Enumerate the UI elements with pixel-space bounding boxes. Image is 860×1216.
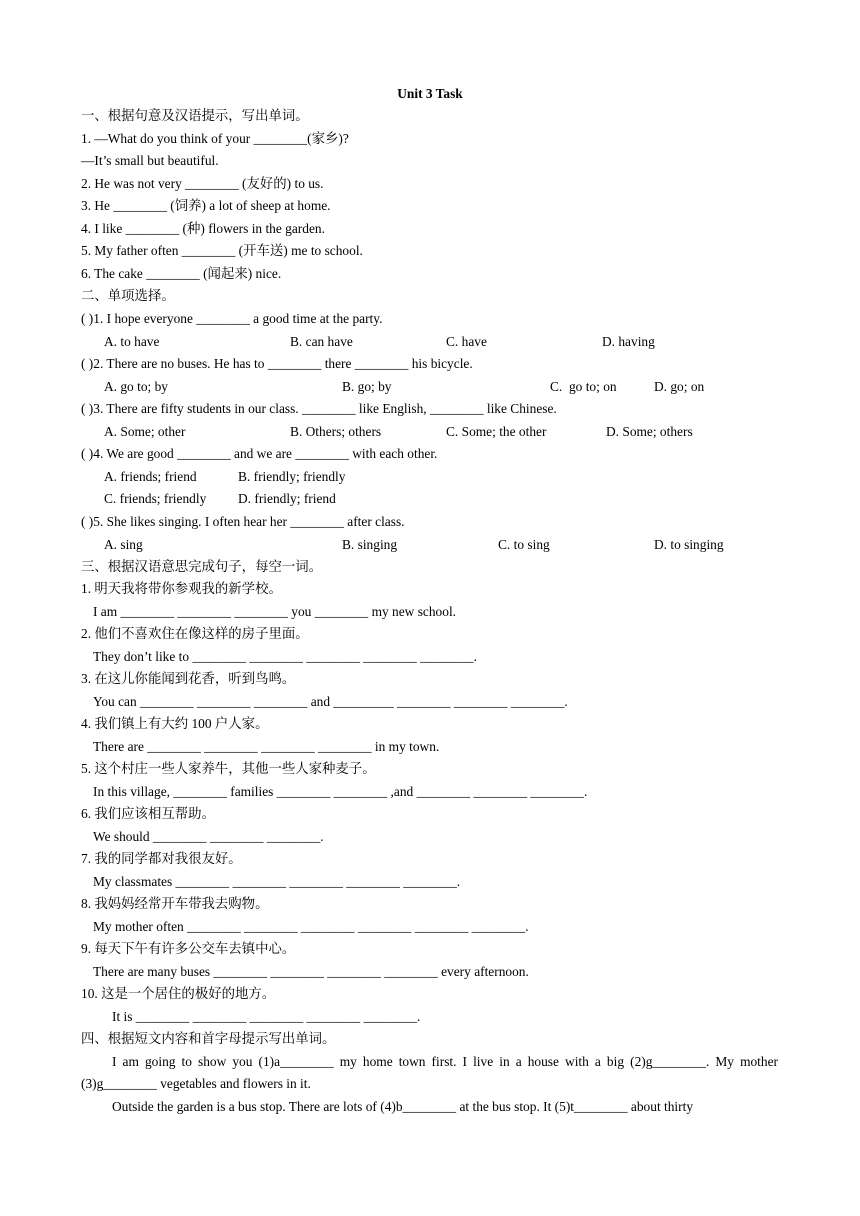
s3-item-3-english: You can ________ ________ ________ and _________ ________ ________ ________. — [93, 694, 568, 709]
s2-q1-option-d: D. having — [602, 334, 655, 349]
s2-q3-option-c: C. Some; the other — [446, 424, 547, 439]
s2-q4-option-a: A. friends; friend — [104, 469, 197, 484]
s2-q5-option-d: D. to singing — [654, 537, 724, 552]
s2-q3-option-d: D. Some; others — [606, 424, 693, 439]
s3-item-10-english: It is ________ ________ ________ ________ ________. — [112, 1009, 421, 1024]
s2-q3-option-a: A. Some; other — [104, 424, 186, 439]
s1-line-7: 6. The cake ________ (闻起来) nice. — [81, 266, 282, 281]
s2-q1-option-a: A. to have — [104, 334, 160, 349]
s2-question-4: ( )4. We are good ________ and we are ________ with each other. — [81, 446, 438, 461]
s3-item-9-chinese: 9. 每天下午有许多公交车去镇中心。 — [81, 941, 296, 956]
s2-q4-option-b: B. friendly; friendly — [238, 469, 346, 484]
s2-q2-option-d: D. go; on — [654, 379, 705, 394]
s2-question-5: ( )5. She likes singing. I often hear her ________ after class. — [81, 514, 405, 529]
s3-item-1-chinese: 1. 明天我将带你参观我的新学校。 — [81, 581, 282, 596]
s2-q2-option-b: B. go; by — [342, 379, 392, 394]
s2-q3-option-b: B. Others; others — [290, 424, 382, 439]
s2-q2-option-c: C. go to; on — [550, 379, 617, 394]
s2-q1-option-c: C. have — [446, 334, 487, 349]
s3-item-10-chinese: 10. 这是一个居住的极好的地方。 — [81, 986, 276, 1001]
s3-item-7-chinese: 7. 我的同学都对我很友好。 — [81, 851, 242, 866]
section-1-heading: 一、根据句意及汉语提示，写出单词。 — [81, 108, 309, 123]
section-2-heading: 二、单项选择。 — [81, 288, 175, 303]
s2-q4-option-d: D. friendly; friend — [238, 491, 336, 506]
s1-line-1: 1. —What do you think of your ________(家乡)? — [81, 131, 349, 146]
s3-item-8-chinese: 8. 我妈妈经常开车带我去购物。 — [81, 896, 269, 911]
s3-item-6-chinese: 6. 我们应该相互帮助。 — [81, 806, 215, 821]
s4-paragraph-1: I am going to show you (1)a________ my home town first. I live in a house with a big (2)g________. My mother (3)g________ vegetables and flowers in it. — [81, 1054, 778, 1092]
s3-item-2-english: They don’t like to ________ ________ ________ ________ ________. — [93, 649, 477, 664]
s2-question-2: ( )2. There are no buses. He has to ________ there ________ his bicycle. — [81, 356, 473, 371]
s1-line-3: 2. He was not very ________ (友好的) to us. — [81, 176, 324, 191]
s3-item-3-chinese: 3. 在这儿你能闻到花香，听到鸟鸣。 — [81, 671, 296, 686]
s2-question-3: ( )3. There are fifty students in our class. ________ like English, ________ like Chinese. — [81, 401, 557, 416]
s1-line-2: —It’s small but beautiful. — [81, 153, 219, 168]
s2-q5-option-c: C. to sing — [498, 537, 550, 552]
s3-item-6-english: We should ________ ________ ________. — [93, 829, 324, 844]
s3-item-5-chinese: 5. 这个村庄一些人家养牛，其他一些人家种麦子。 — [81, 761, 376, 776]
s3-item-5-english: In this village, ________ families ________ ________ ,and ________ ________ ________. — [93, 784, 588, 799]
s3-item-4-english: There are ________ ________ ________ ________ in my town. — [93, 739, 440, 754]
s3-item-2-chinese: 2. 他们不喜欢住在像这样的房子里面。 — [81, 626, 309, 641]
s3-item-4-chinese: 4. 我们镇上有大约 100 户人家。 — [81, 716, 269, 731]
s1-line-4: 3. He ________ (饲养) a lot of sheep at home. — [81, 198, 331, 213]
s1-line-6: 5. My father often ________ (开车送) me to school. — [81, 243, 363, 258]
s3-item-9-english: There are many buses ________ ________ ________ ________ every afternoon. — [93, 964, 529, 979]
page-title: Unit 3 Task — [397, 86, 463, 101]
s2-q5-option-a: A. sing — [104, 537, 143, 552]
s1-line-5: 4. I like ________ (种) flowers in the garden. — [81, 221, 325, 236]
s4-paragraph-2: Outside the garden is a bus stop. There are lots of (4)b________ at the bus stop. It (5)t________ about thirty — [112, 1099, 694, 1114]
s3-item-8-english: My mother often ________ ________ ________ ________ ________ ________. — [93, 919, 529, 934]
section-4-heading: 四、根据短文内容和首字母提示写出单词。 — [81, 1031, 336, 1046]
s2-q4-option-c: C. friends; friendly — [104, 491, 207, 506]
s2-question-1: ( )1. I hope everyone ________ a good time at the party. — [81, 311, 383, 326]
s2-q2-option-a: A. go to; by — [104, 379, 168, 394]
section-3-heading: 三、根据汉语意思完成句子，每空一词。 — [81, 559, 323, 574]
s3-item-1-english: I am ________ ________ ________ you ________ my new school. — [93, 604, 457, 619]
s2-q5-option-b: B. singing — [342, 537, 398, 552]
s2-q1-option-b: B. can have — [290, 334, 353, 349]
s3-item-7-english: My classmates ________ ________ ________ ________ ________. — [93, 874, 461, 889]
